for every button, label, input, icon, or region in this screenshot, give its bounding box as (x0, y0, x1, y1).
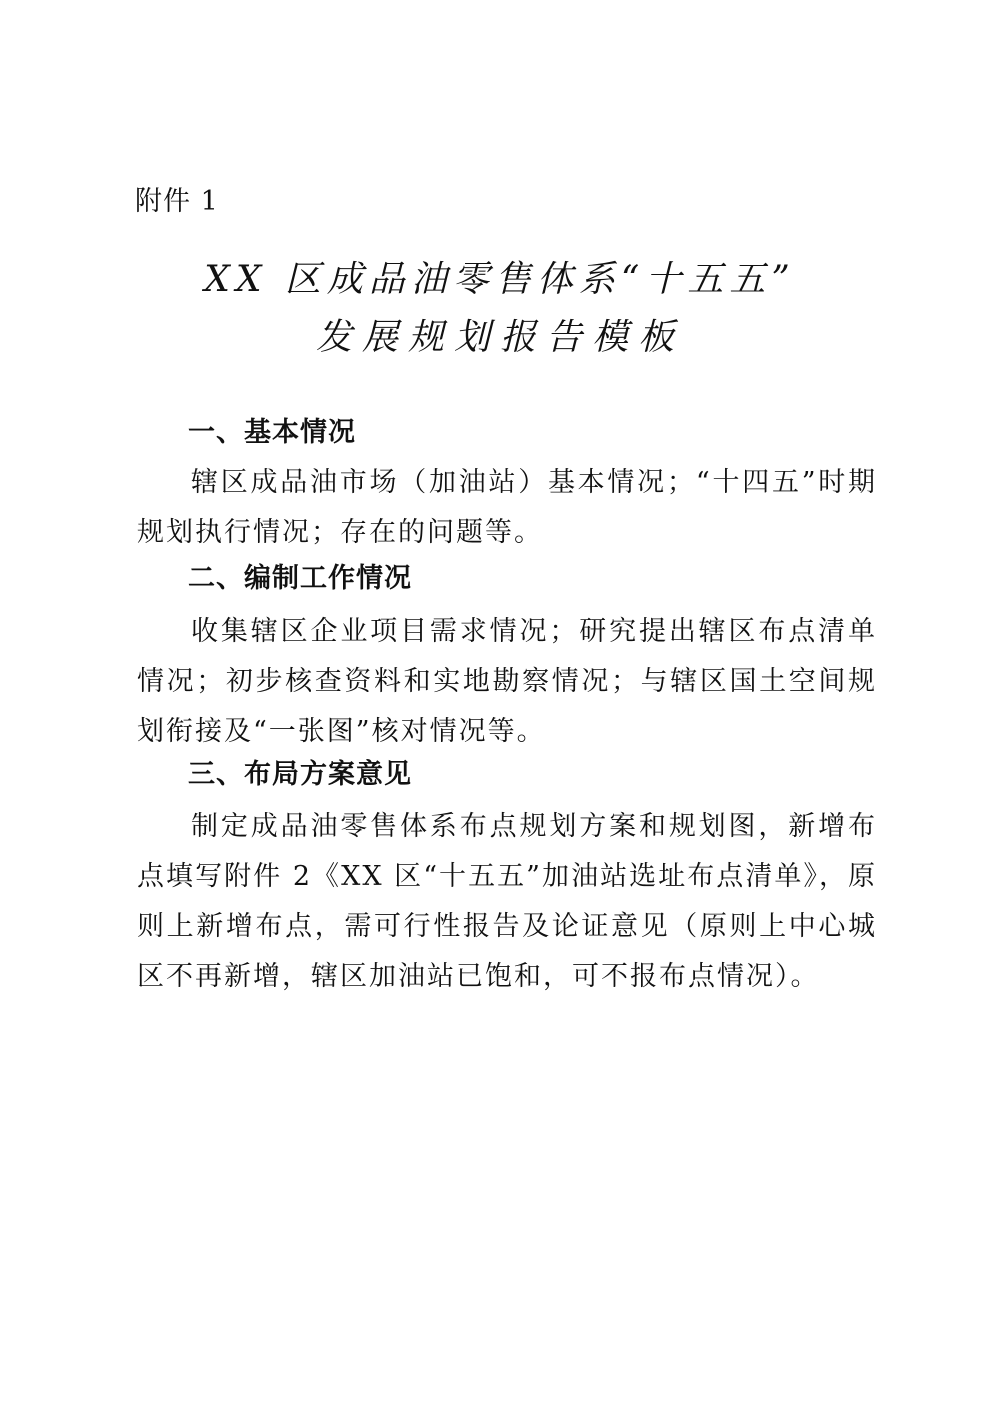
section-heading-basic-info: 一、基本情况 (188, 417, 356, 448)
section-body-layout-plan: 制定成品油零售体系布点规划方案和规划图，新增布点填写附件 2《XX 区“十五五”加油站选址布点清单》，原则上新增布点，需可行性报告及论证意见（原则上中心城区不再新增，辖区加油站已饱和，可不报布点情况）。 (137, 811, 877, 992)
document-title-line-2: 发展规划报告模板 (315, 317, 684, 358)
section-body-basic-info: 辖区成品油市场（加油站）基本情况；“十四五”时期规划执行情况；存在的问题等。 (137, 467, 877, 548)
section-heading-layout-plan: 三、布局方案意见 (188, 759, 412, 790)
section-heading-compilation-work: 二、编制工作情况 (188, 563, 412, 594)
attachment-label: 附件 1 (135, 186, 219, 217)
document-title-line-1: XX 区成品油零售体系“十五五” (204, 259, 796, 300)
section-body-compilation-work: 收集辖区企业项目需求情况；研究提出辖区布点清单情况；初步核查资料和实地勘察情况；与辖区国土空间规划衔接及“一张图”核对情况等。 (137, 616, 877, 747)
